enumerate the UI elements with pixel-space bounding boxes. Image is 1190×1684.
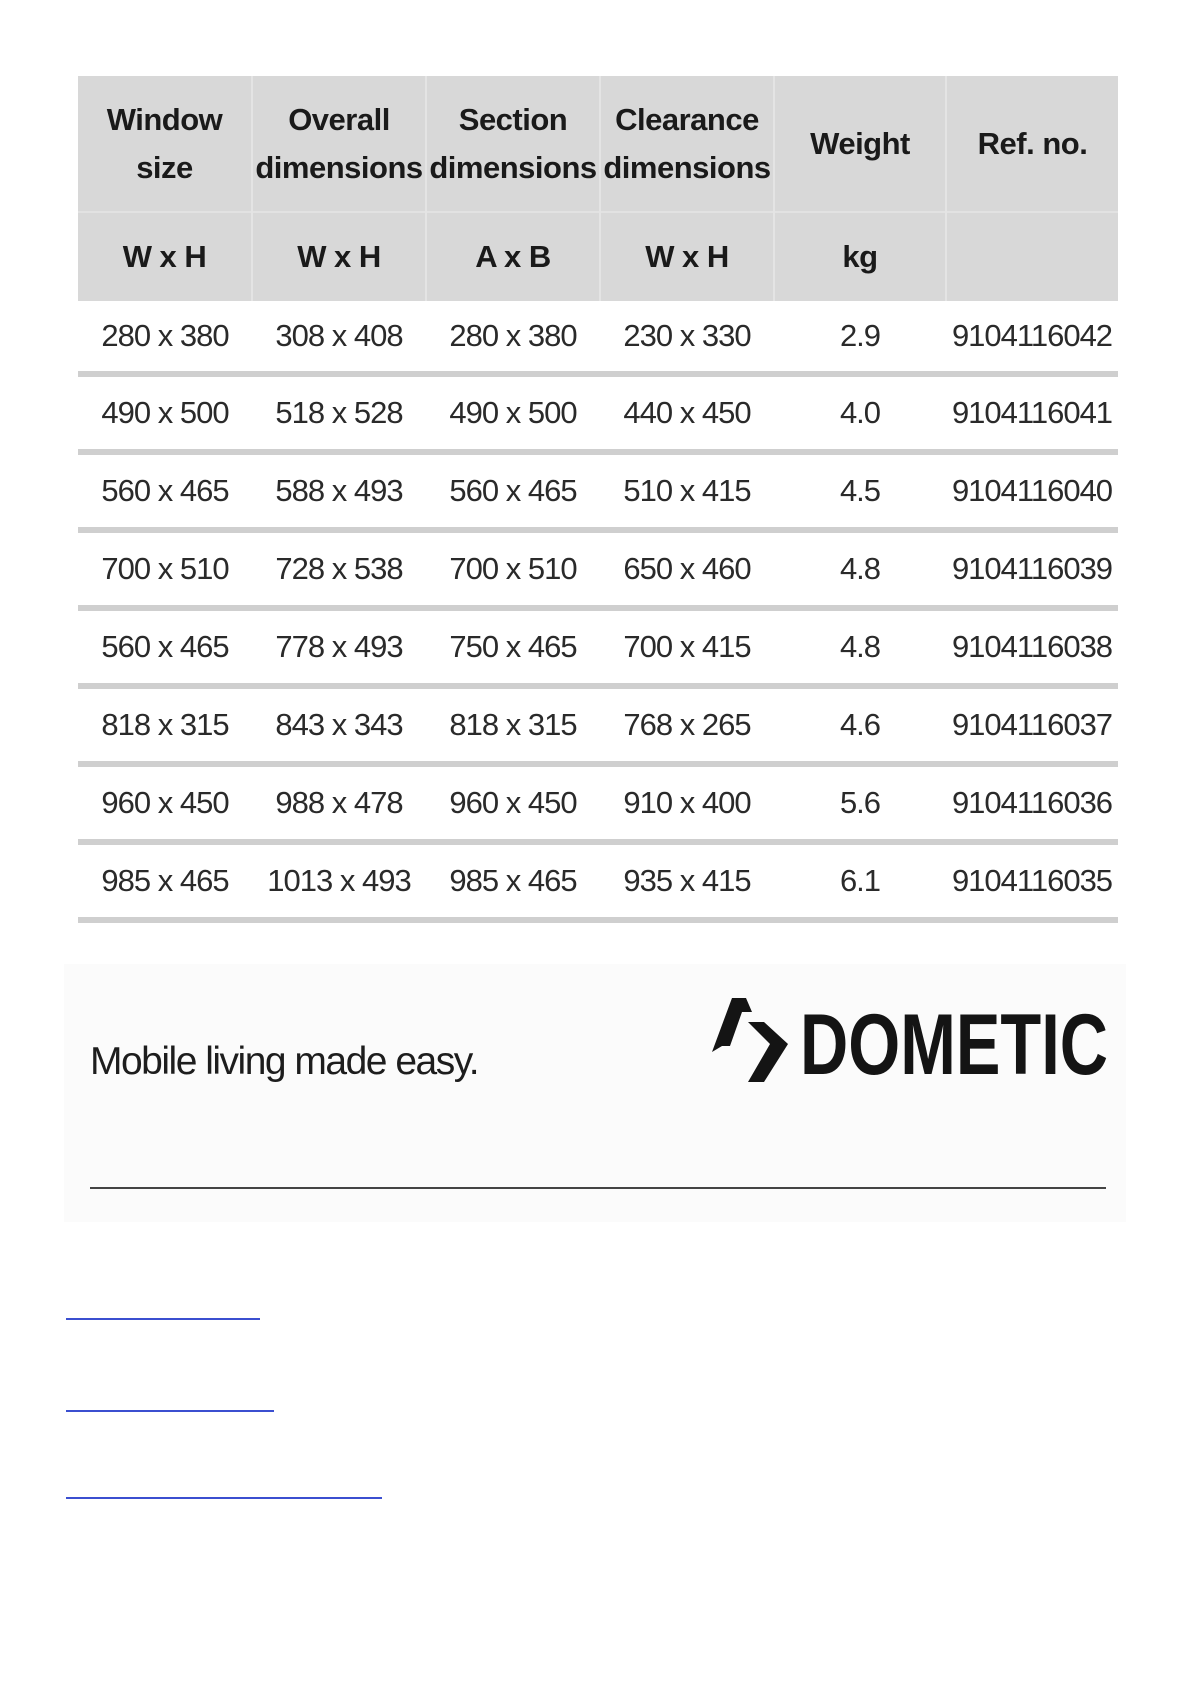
cell-overall: 778 x 493 <box>252 608 426 686</box>
cell-section: 750 x 465 <box>426 608 600 686</box>
dometic-logo <box>708 994 1114 1093</box>
unit-weight: kg <box>774 212 946 301</box>
cell-overall: 1013 x 493 <box>252 842 426 920</box>
cell-clearance: 935 x 415 <box>600 842 774 920</box>
cell-weight: 4.0 <box>774 374 946 452</box>
table-row <box>78 686 1118 764</box>
table-row <box>78 530 1118 608</box>
cell-overall: 988 x 478 <box>252 764 426 842</box>
cell-window-size: 960 x 450 <box>78 764 252 842</box>
cell-window-size: 490 x 500 <box>78 374 252 452</box>
unit-section-dimensions: A x B <box>426 212 600 301</box>
cell-clearance: 510 x 415 <box>600 452 774 530</box>
unit-ref-no <box>946 212 1118 301</box>
cell-weight: 4.8 <box>774 608 946 686</box>
cell-weight: 4.5 <box>774 452 946 530</box>
table-row <box>78 764 1118 842</box>
unit-window-size: W x H <box>78 212 252 301</box>
banner-divider <box>90 1187 1106 1189</box>
brand-banner <box>64 964 1126 1222</box>
cell-clearance: 440 x 450 <box>600 374 774 452</box>
cell-window-size: 560 x 465 <box>78 608 252 686</box>
cell-overall: 588 x 493 <box>252 452 426 530</box>
header-weight: Weight <box>774 76 946 212</box>
cell-weight: 6.1 <box>774 842 946 920</box>
cell-ref-no: 9104116038 <box>946 608 1118 686</box>
units-row <box>78 212 1118 301</box>
header-section-dimensions: Section dimensions <box>426 76 600 212</box>
cell-section: 280 x 380 <box>426 301 600 374</box>
cell-clearance: 230 x 330 <box>600 301 774 374</box>
header-window-size: Window size <box>78 76 252 212</box>
spec-table <box>78 76 1118 923</box>
table-row <box>78 374 1118 452</box>
slogan: Mobile living made easy. <box>90 1040 479 1083</box>
cell-window-size: 560 x 465 <box>78 452 252 530</box>
cell-section: 985 x 465 <box>426 842 600 920</box>
table-row <box>78 608 1118 686</box>
cell-section: 960 x 450 <box>426 764 600 842</box>
cell-section: 700 x 510 <box>426 530 600 608</box>
cell-weight: 4.6 <box>774 686 946 764</box>
cell-weight: 5.6 <box>774 764 946 842</box>
unit-clearance-dimensions: W x H <box>600 212 774 301</box>
cell-weight: 2.9 <box>774 301 946 374</box>
cell-window-size: 280 x 380 <box>78 301 252 374</box>
cell-clearance: 910 x 400 <box>600 764 774 842</box>
table-row <box>78 301 1118 374</box>
header-overall-dimensions: Overall dimensions <box>252 76 426 212</box>
cell-overall: 308 x 408 <box>252 301 426 374</box>
cell-window-size: 700 x 510 <box>78 530 252 608</box>
cell-window-size: 985 x 465 <box>78 842 252 920</box>
cell-section: 490 x 500 <box>426 374 600 452</box>
cell-weight: 4.8 <box>774 530 946 608</box>
table-row <box>78 842 1118 920</box>
cell-ref-no: 9104116040 <box>946 452 1118 530</box>
link-underline[interactable] <box>66 1410 274 1412</box>
cell-overall: 728 x 538 <box>252 530 426 608</box>
cell-overall: 518 x 528 <box>252 374 426 452</box>
dometic-chevron-icon <box>712 998 788 1082</box>
cell-section: 560 x 465 <box>426 452 600 530</box>
cell-ref-no: 9104116035 <box>946 842 1118 920</box>
header-row <box>78 76 1118 212</box>
cell-ref-no: 9104116042 <box>946 301 1118 374</box>
logo-wordmark: DOMETIC <box>800 997 1108 1093</box>
cell-ref-no: 9104116041 <box>946 374 1118 452</box>
table-row <box>78 452 1118 530</box>
unit-overall-dimensions: W x H <box>252 212 426 301</box>
cell-clearance: 650 x 460 <box>600 530 774 608</box>
cell-ref-no: 9104116036 <box>946 764 1118 842</box>
cell-ref-no: 9104116037 <box>946 686 1118 764</box>
link-underline[interactable] <box>66 1497 382 1499</box>
cell-section: 818 x 315 <box>426 686 600 764</box>
header-clearance-dimensions: Clearance dimensions <box>600 76 774 212</box>
cell-clearance: 700 x 415 <box>600 608 774 686</box>
cell-ref-no: 9104116039 <box>946 530 1118 608</box>
cell-window-size: 818 x 315 <box>78 686 252 764</box>
link-underline[interactable] <box>66 1318 260 1320</box>
cell-overall: 843 x 343 <box>252 686 426 764</box>
cell-clearance: 768 x 265 <box>600 686 774 764</box>
header-ref-no: Ref. no. <box>946 76 1118 212</box>
